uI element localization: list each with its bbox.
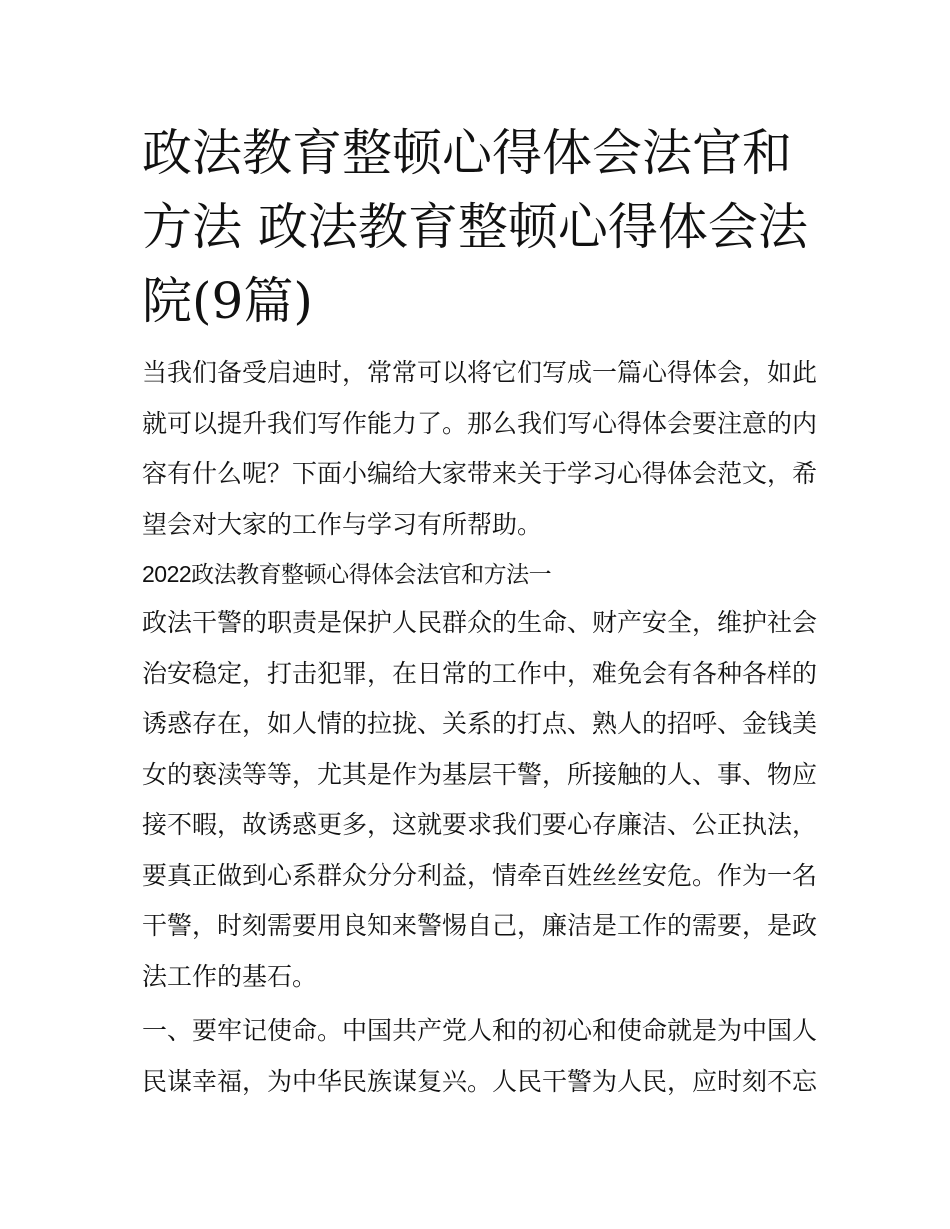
text-line: 一、要牢记使命。中国共产党人和的初心和使命就是为中国人 — [142, 1016, 818, 1045]
body-paragraph-1 — [142, 598, 818, 1002]
document-body — [142, 348, 818, 1107]
text-line: 治安稳定，打击犯罪，在日常的工作中，难免会有各种各样的 — [142, 658, 818, 688]
body-paragraph-2 — [142, 1006, 818, 1107]
text-line: 法工作的基石。 — [142, 961, 318, 991]
text-line: 接不暇，故诱惑更多，这就要求我们要心存廉洁、公正执法， — [142, 810, 818, 839]
intro-paragraph — [142, 348, 818, 550]
text-line: 当我们备受启迪时，常常可以将它们写成一篇心得体会，如此 — [142, 358, 818, 387]
document-content — [142, 116, 818, 1107]
text-line: 民谋幸福，为中华民族谋复兴。人民干警为人民，应时刻不忘 — [142, 1066, 818, 1096]
title-line: 院(9篇) — [142, 272, 313, 330]
text-line: 容有什么呢？下面小编给大家带来关于学习心得体会范文，希 — [142, 459, 818, 488]
text-line: 就可以提升我们写作能力了。那么我们写心得体会要注意的内 — [142, 408, 818, 438]
section-heading: 2022政法教育整顿心得体会法官和方法一 — [142, 561, 552, 587]
text-line: 女的亵渎等等，尤其是作为基层干警，所接触的人、事、物应 — [142, 759, 818, 789]
text-line: 望会对大家的工作与学习有所帮助。 — [142, 509, 543, 539]
text-line: 诱惑存在，如人情的拉拢、关系的打点、熟人的招呼、金钱美 — [142, 709, 818, 738]
title-line: 方法 政法教育整顿心得体会法 — [142, 198, 808, 256]
text-line: 干警，时刻需要用良知来警惕自己，廉洁是工作的需要，是政 — [142, 911, 818, 940]
text-line: 政法干警的职责是保护人民群众的生命、财产安全，维护社会 — [142, 608, 818, 637]
text-line: 要真正做到心系群众分分利益，情牵百姓丝丝安危。作为一名 — [142, 860, 818, 890]
title-line: 政法教育整顿心得体会法官和 — [142, 124, 792, 182]
document-title — [142, 116, 814, 338]
